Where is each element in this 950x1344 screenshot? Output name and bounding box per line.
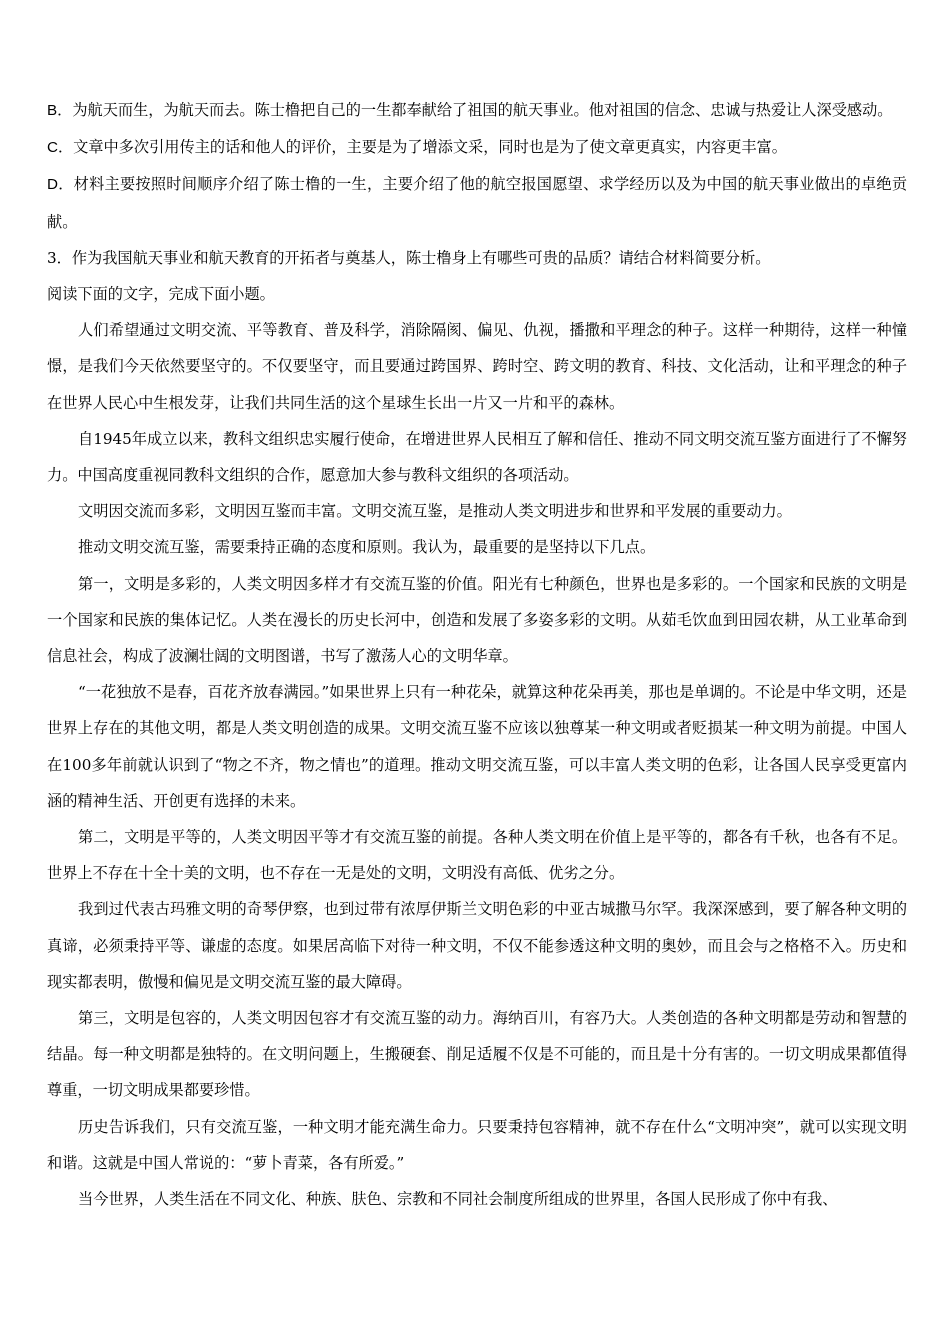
option-c-label: C	[47, 139, 58, 157]
option-b	[47, 92, 907, 129]
passage-paragraph: 历史告诉我们，只有交流互鉴，一种文明才能充满生命力。只要秉持包容精神，就不存在什么“文明冲突”，就可以实现文明和谐。这就是中国人常说的：“萝卜青菜，各有所爱。”	[47, 1117, 907, 1172]
passage-paragraph: 人们希望通过文明交流、平等教育、普及科学，消除隔阂、偏见、仇视，播撒和平理念的种子。这样一种期待，这样一种憧憬，是我们今天依然要坚守的。不仅要坚守，而且要通过跨国界、跨时空、跨文明的教育、科技、文化活动，让和平理念的种子在世界人民心中生根发芽，让我们共同生活的这个星球生长出一片又一片和平的森林。	[47, 321, 907, 412]
passage-paragraph: 第二，文明是平等的，人类文明因平等才有交流互鉴的前提。各种人类文明在价值上是平等的，都各有千秋，也各有不足。世界上不存在十全十美的文明，也不存在一无是处的文明，文明没有高低、优劣之分。	[47, 828, 907, 883]
document-page	[47, 92, 907, 1217]
passage-paragraph: 文明因交流而多彩，文明因互鉴而丰富。文明交流互鉴，是推动人类文明进步和世界和平发展的重要动力。	[78, 502, 792, 521]
passage-paragraph: 自1945年成立以来，教科文组织忠实履行使命，在增进世界人民相互了解和信任、推动不同文明交流互鉴方面进行了不懈努力。中国高度重视同教科文组织的合作，愿意加大参与教科文组织的各项活动。	[47, 429, 907, 485]
option-c-text: ．文章中多次引用传主的话和他人的评价，主要是为了增添文采，同时也是为了使文章更真实，内容更丰富。	[57, 138, 787, 157]
passage-paragraph: “一花独放不是春，百花齐放春满园。”如果世界上只有一种花朵，就算这种花朵再美，那也是单调的。不论是中华文明，还是世界上存在的其他文明，都是人类文明创造的成果。文明交流互鉴不应该以独尊某一种文明或者贬损某一种文明为前提。中国人在100多年前就认识到了“物之不齐，物之情也”的道理。推动文明交流互鉴，可以丰富人类文明的色彩，让各国人民享受更富内涵的精神生活、开创更有选择的未来。	[47, 683, 907, 810]
reading-instruction: 阅读下面的文字，完成下面小题。	[47, 285, 275, 304]
passage-paragraph: 第一，文明是多彩的，人类文明因多样才有交流互鉴的价值。阳光有七种颜色，世界也是多彩的。一个国家和民族的文明是一个国家和民族的集体记忆。人类在漫长的历史长河中，创造和发展了多姿多彩的文明。从茹毛饮血到田园农耕，从工业革命到信息社会，构成了波澜壮阔的文明图谱，书写了激荡人心的文明华章。	[47, 574, 907, 666]
passage-paragraph: 当今世界，人类生活在不同文化、种族、肤色、宗教和不同社会制度所组成的世界里，各国人民形成了你中有我、	[78, 1190, 838, 1209]
option-c	[47, 129, 907, 166]
passage-paragraph: 第三，文明是包容的，人类文明因包容才有交流互鉴的动力。海纳百川，有容乃大。人类创造的各种文明都是劳动和智慧的结晶。每一种文明都是独特的。在文明问题上，生搬硬套、削足适履不仅是不可能的，而且是十分有害的。一切文明成果都值得尊重，一切文明成果都要珍惜。	[47, 1009, 907, 1100]
option-d-label: D	[47, 176, 58, 194]
option-d	[47, 166, 907, 239]
option-d-text: ．材料主要按照时间顺序介绍了陈士橹的一生，主要介绍了他的航空报国愿望、求学经历以及为中国的航天事业做出的卓绝贡献。	[47, 175, 907, 231]
option-b-text: ．为航天而生，为航天而去。陈士橹把自己的一生都奉献给了祖国的航天事业。他对祖国的信念、忠诚与热爱让人深受感动。	[57, 101, 893, 119]
passage-paragraph: 推动文明交流互鉴，需要秉持正确的态度和原则。我认为，最重要的是坚持以下几点。	[78, 538, 656, 557]
question-3: 3．作为我国航天事业和航天教育的开拓者与奠基人，陈士橹身上有哪些可贵的品质？请结合材料简要分析。	[47, 248, 771, 267]
passage-paragraph: 我到过代表古玛雅文明的奇琴伊察，也到过带有浓厚伊斯兰文明色彩的中亚古城撒马尔罕。我深深感到，要了解各种文明的真谛，必须秉持平等、谦虚的态度。如果居高临下对待一种文明，不仅不能参透这种文明的奥妙，而且会与之格格不入。历史和现实都表明，傲慢和偏见是文明交流互鉴的最大障碍。	[47, 900, 907, 991]
option-b-label: B	[47, 102, 58, 119]
